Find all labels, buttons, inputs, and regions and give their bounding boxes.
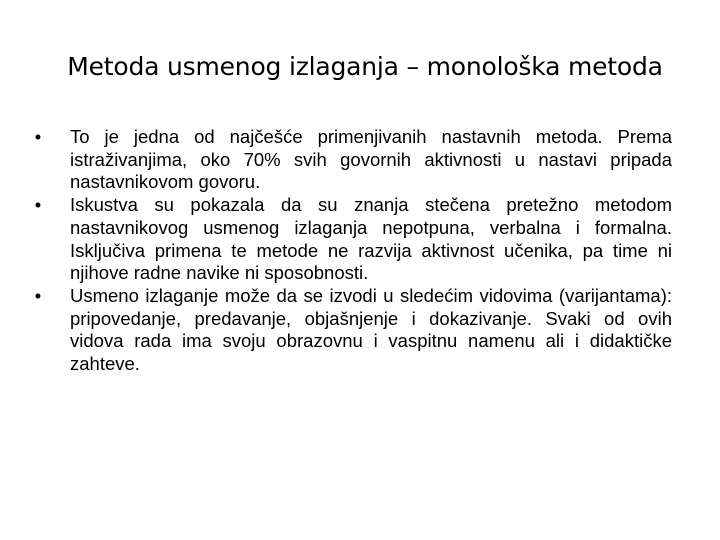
- bullet-icon: •: [34, 126, 42, 147]
- slide-title: Metoda usmenog izlaganja – monološka metoda: [67, 52, 663, 81]
- bullet-icon: •: [34, 194, 42, 216]
- bullet-item: [30, 194, 672, 285]
- bullet-list: [30, 126, 672, 376]
- bullet-text: Iskustva su pokazala da su znanja stečena pretežno metodom nastavnikovog usmenog izlaganja nepotpuna, verbalna i formalna. Isključiva primena te metode ne razvija aktivnost učenika, pa time ni njihove radne navike ni sposobnosti.: [70, 194, 672, 284]
- bullet-item: [30, 285, 672, 376]
- bullet-item: [30, 126, 672, 194]
- bullet-text: Usmeno izlaganje može da se izvodi u sledećim vidovima (varijantama): pripovedanje, predavanje, objašnjenje i dokazivanje. Svaki od ovih vidova rada ima svoju obrazovnu i vaspitnu namenu ali i didaktičke zahteve.: [70, 284, 672, 375]
- bullet-icon: •: [34, 284, 42, 306]
- bullet-text: To je jedna od najčešće primenjivanih nastavnih metoda. Prema istraživanjima, oko 70% svih govornih aktivnosti u nastavi pripada nastavnikovom govoru.: [70, 126, 672, 193]
